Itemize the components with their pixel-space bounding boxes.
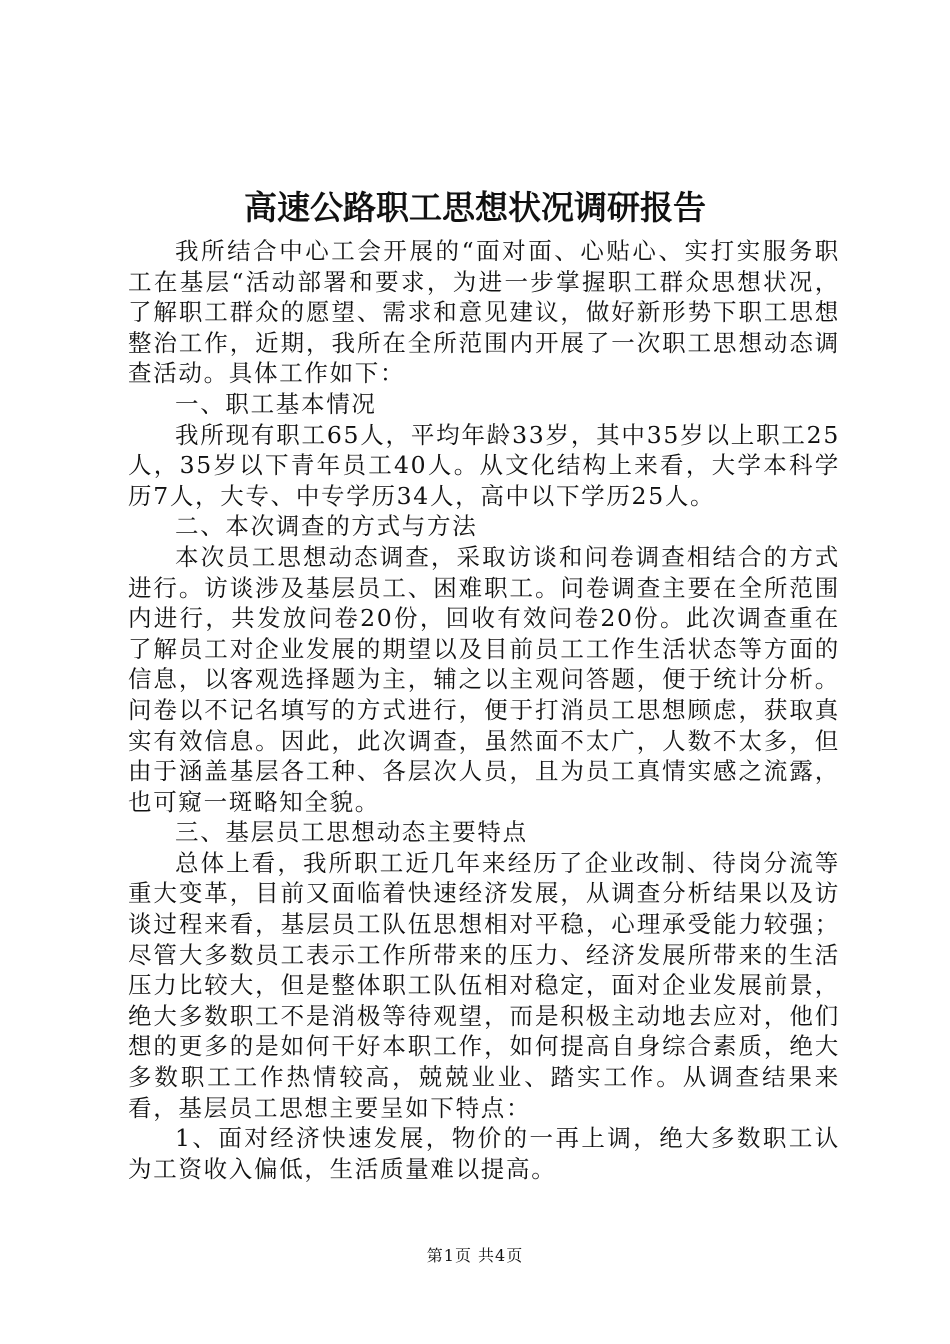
section-heading-2: 二、本次调查的方式与方法: [175, 512, 478, 541]
intro-paragraph: 我所结合中心工会开展的“面对面、心贴心、实打实服务职工在基层“活动部署和要求，为进一步掌握职工群众思想状况，了解职工群众的愿望、需求和意见建议，做好新形势下职工思想整治工作，近期，我所在全所范围内开展了一次职工思想动态调查活动。具体工作如下：: [128, 237, 840, 388]
list-item-1: 1、面对经济快速发展，物价的一再上调，绝大多数职工认为工资收入偏低，生活质量难以提高。: [128, 1124, 840, 1183]
page-footer: 第1页 共4页: [426, 1246, 524, 1265]
document-body: [128, 236, 840, 1184]
section-heading-1: 一、职工基本情况: [175, 389, 377, 418]
staff-info-paragraph: 我所现有职工65人，平均年龄33岁，其中35岁以上职工25人，35岁以下青年员工40人。从文化结构上来看，大学本科学历7人，大专、中专学历34人，高中以下学历25人。: [128, 420, 840, 510]
section-heading-3: 三、基层员工思想动态主要特点: [175, 818, 528, 847]
document-title: 高速公路职工思想状况调研报告: [244, 188, 706, 227]
characteristics-paragraph: 总体上看，我所职工近几年来经历了企业改制、待岗分流等重大变革，目前又面临着快速经济发展，从调查分析结果以及访谈过程来看，基层员工队伍思想相对平稳，心理承受能力较强；尽管大多数员工表示工作所带来的压力、经济发展所带来的生活压力比较大，但是整体职工队伍相对稳定，面对企业发展前景，绝大多数职工不是消极等待观望，而是积极主动地去应对，他们想的更多的是如何干好本职工作，如何提高自身综合素质，绝大多数职工工作热情较高，兢兢业业、踏实工作。从调查结果来看，基层员工思想主要呈如下特点：: [128, 848, 840, 1122]
survey-method-paragraph: 本次员工思想动态调查，采取访谈和问卷调查相结合的方式进行。访谈涉及基层员工、困难职工。问卷调查主要在全所范围内进行，共发放问卷20份，回收有效问卷20份。此次调查重在了解员工对企业发展的期望以及目前员工工作生活状态等方面的信息，以客观选择题为主，辅之以主观问答题，便于统计分析。问卷以不记名填写的方式进行，便于打消员工思想顾虑，获取真实有效信息。因此，此次调查，虽然面不太广，人数不太多，但由于涵盖基层各工种、各层次人员，且为员工真情实感之流露，也可窥一斑略知全貌。: [128, 542, 840, 816]
